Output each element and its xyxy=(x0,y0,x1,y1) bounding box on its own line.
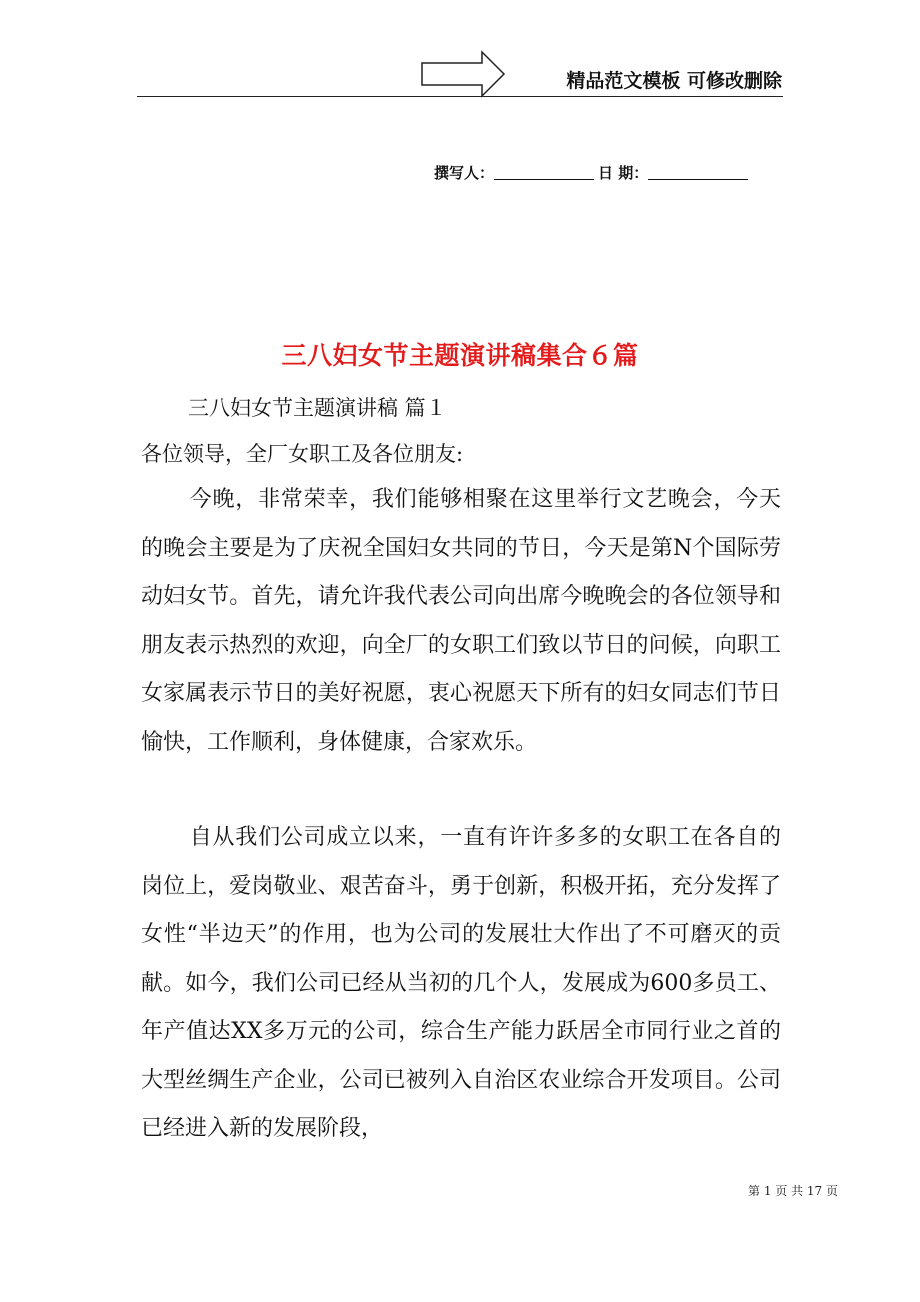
page-number: 第 1 页 共 17 页 xyxy=(748,1184,838,1198)
date-label: 日 期： xyxy=(598,164,649,182)
header-divider xyxy=(137,96,783,97)
section-subtitle: 三八妇女节主题演讲稿 篇１ xyxy=(188,396,447,420)
paragraph-2 xyxy=(141,814,781,1154)
author-date-line xyxy=(434,162,752,183)
paragraph-2-text: 自从我们公司成立以来，一直有许许多多的女职工在各自的岗位上，爱岗敬业、艰苦奋斗，勇于创新，积极开拓，充分发挥了女性“半边天”的作用，也为公司的发展壮大作出了不可磨灭的贡献。如今，我们公司已经从当初的几个人，发展成为600多员工、年产值达XX多万元的公司，综合生产能力跃居全市同行业之首的大型丝绸生产企业，公司已被列入自治区农业综合开发项目。公司已经进入新的发展阶段， xyxy=(141,825,781,1141)
author-blank xyxy=(494,165,594,180)
date-blank xyxy=(648,165,748,180)
right-arrow-outline-icon xyxy=(420,50,506,98)
salutation: 各位领导，全厂女职工及各位朋友: xyxy=(141,442,464,466)
header-label: 精品范文模板 可修改删除 xyxy=(566,70,782,92)
paragraph-1 xyxy=(141,476,781,767)
author-label: 撰写人： xyxy=(434,164,495,182)
paragraph-1-text: 今晚，非常荣幸，我们能够相聚在这里举行文艺晚会，今天的晚会主要是为了庆祝全国妇女共同的节日，今天是第N个国际劳动妇女节。首先，请允许我代表公司向出席今晚晚会的各位领导和朋友表示热烈的欢迎，向全厂的女职工们致以节日的问候，向职工女家属表示节日的美好祝愿，衷心祝愿天下所有的妇女同志们节日愉快，工作顺利，身体健康，合家欢乐。 xyxy=(141,487,781,755)
document-title: 三八妇女节主题演讲稿集合６篇 xyxy=(281,341,639,370)
